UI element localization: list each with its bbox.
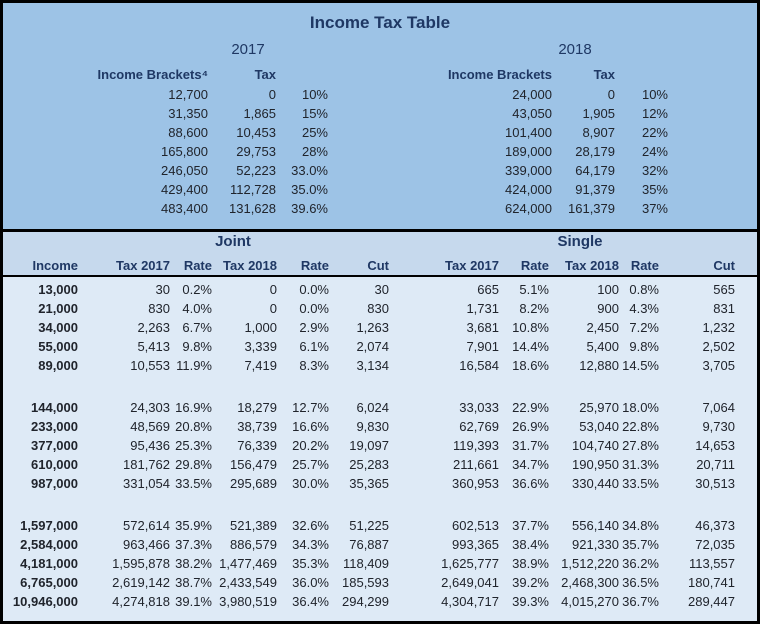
bracket-cell: 25%	[301, 125, 328, 140]
value-cell: 30	[374, 282, 389, 297]
value-cell: 4.0%	[182, 301, 212, 316]
income-cell: 13,000	[38, 282, 78, 297]
value-cell: 39.2%	[512, 575, 549, 590]
value-cell: 20.2%	[292, 438, 329, 453]
bracket-row	[401, 161, 668, 180]
data-row	[3, 417, 757, 436]
rate-2017-header-empty	[276, 63, 328, 85]
data-row	[3, 516, 757, 535]
bracket-cell: 64,179	[575, 163, 615, 178]
value-cell: 156,479	[230, 457, 277, 472]
value-cell: 565	[713, 282, 735, 297]
value-cell: 30,513	[695, 476, 735, 491]
value-cell: 3,705	[702, 358, 735, 373]
income-cell: 233,000	[31, 419, 78, 434]
bracket-cell: 10%	[301, 87, 328, 102]
value-cell: 7,064	[702, 400, 735, 415]
value-cell: 9,730	[702, 419, 735, 434]
bracket-cell: 52,223	[236, 163, 276, 178]
value-cell: 37.3%	[175, 537, 212, 552]
bracket-cell: 8,907	[582, 125, 615, 140]
value-cell: 1,731	[466, 301, 499, 316]
value-cell: 34.3%	[292, 537, 329, 552]
value-cell: 8.2%	[519, 301, 549, 316]
value-cell: 20.8%	[175, 419, 212, 434]
value-cell: 14.5%	[622, 358, 659, 373]
value-cell: 7,901	[466, 339, 499, 354]
value-cell: 2,468,300	[561, 575, 619, 590]
single-group-label: Single	[557, 233, 603, 250]
value-cell: 6.1%	[299, 339, 329, 354]
value-cell: 1,232	[702, 320, 735, 335]
value-cell: 76,887	[349, 537, 389, 552]
value-cell: 330,440	[572, 476, 619, 491]
tax-2017-header: Tax	[254, 66, 276, 82]
bracket-cell: 101,400	[505, 125, 552, 140]
value-cell: 36.5%	[622, 575, 659, 590]
year-2017-label: 2017	[231, 41, 265, 58]
value-cell: 25,283	[349, 457, 389, 472]
value-cell: 9.8%	[182, 339, 212, 354]
value-cell: 24,303	[130, 400, 170, 415]
value-cell: 18.6%	[512, 358, 549, 373]
data-row	[3, 280, 757, 299]
bracket-cell: 1,905	[582, 106, 615, 121]
income-brackets-2017-header: Income Brackets⁴	[97, 66, 208, 82]
column-header: Cut	[713, 257, 735, 273]
value-cell: 16,584	[459, 358, 499, 373]
year-2018-label: 2018	[558, 41, 592, 58]
value-cell: 38.7%	[175, 575, 212, 590]
rate-2018-header-empty	[615, 63, 668, 85]
column-header: Rate	[183, 257, 212, 273]
bracket-row	[57, 142, 328, 161]
value-cell: 18.0%	[622, 400, 659, 415]
value-cell: 33.5%	[175, 476, 212, 491]
bracket-row	[401, 180, 668, 199]
value-cell: 6.7%	[182, 320, 212, 335]
value-cell: 211,661	[452, 457, 499, 472]
value-cell: 76,339	[237, 438, 277, 453]
value-cell: 2,502	[702, 339, 735, 354]
value-cell: 26.9%	[512, 419, 549, 434]
bracket-cell: 39.6%	[291, 201, 328, 216]
bracket-row	[57, 123, 328, 142]
bracket-cell: 91,379	[575, 182, 615, 197]
value-cell: 39.3%	[512, 594, 549, 609]
tax-brackets-section	[3, 3, 757, 229]
value-cell: 25.3%	[175, 438, 212, 453]
income-cell: 144,000	[31, 400, 78, 415]
value-cell: 16.6%	[292, 419, 329, 434]
value-cell: 36.4%	[292, 594, 329, 609]
value-cell: 36.0%	[292, 575, 329, 590]
column-header: Tax 2018	[223, 257, 277, 273]
value-cell: 0.2%	[182, 282, 212, 297]
value-cell: 48,569	[130, 419, 170, 434]
value-cell: 4,274,818	[112, 594, 170, 609]
value-cell: 190,950	[572, 457, 619, 472]
value-cell: 180,741	[688, 575, 735, 590]
value-cell: 831	[713, 301, 735, 316]
data-row	[3, 573, 757, 592]
value-cell: 1,000	[244, 320, 277, 335]
value-cell: 2.9%	[299, 320, 329, 335]
bracket-cell: 483,400	[161, 201, 208, 216]
bracket-cell: 29,753	[236, 144, 276, 159]
page-title: Income Tax Table	[309, 13, 451, 32]
value-cell: 1,477,469	[219, 556, 277, 571]
value-cell: 572,614	[123, 518, 170, 533]
value-cell: 5,413	[137, 339, 170, 354]
value-cell: 360,953	[452, 476, 499, 491]
bracket-cell: 33.0%	[291, 163, 328, 178]
value-cell: 5.1%	[519, 282, 549, 297]
value-cell: 30.0%	[292, 476, 329, 491]
value-cell: 46,373	[695, 518, 735, 533]
value-cell: 331,054	[123, 476, 170, 491]
value-cell: 39.1%	[175, 594, 212, 609]
bracket-cell: 189,000	[505, 144, 552, 159]
value-cell: 8.3%	[299, 358, 329, 373]
value-cell: 10,553	[130, 358, 170, 373]
value-cell: 2,433,549	[219, 575, 277, 590]
value-cell: 35.7%	[622, 537, 659, 552]
value-cell: 14,653	[695, 438, 735, 453]
brackets-2017-table	[57, 63, 328, 218]
bracket-cell: 429,400	[161, 182, 208, 197]
column-header: Cut	[367, 257, 389, 273]
value-cell: 6,024	[356, 400, 389, 415]
value-cell: 830	[367, 301, 389, 316]
value-cell: 34.7%	[512, 457, 549, 472]
bracket-cell: 165,800	[161, 144, 208, 159]
bracket-cell: 43,050	[512, 106, 552, 121]
value-cell: 2,450	[586, 320, 619, 335]
bracket-cell: 22%	[641, 125, 668, 140]
value-cell: 0.8%	[629, 282, 659, 297]
bracket-row	[57, 199, 328, 218]
value-cell: 35.3%	[292, 556, 329, 571]
income-cell: 4,181,000	[20, 556, 78, 571]
brackets-2018-table	[401, 63, 668, 218]
column-header-row	[3, 255, 757, 275]
bracket-cell: 24%	[641, 144, 668, 159]
group-spacer-row	[3, 375, 757, 398]
bracket-cell: 88,600	[168, 125, 208, 140]
income-cell: 6,765,000	[20, 575, 78, 590]
bracket-cell: 28%	[301, 144, 328, 159]
value-cell: 900	[597, 301, 619, 316]
value-cell: 4.3%	[629, 301, 659, 316]
value-cell: 1,595,878	[112, 556, 170, 571]
data-row	[3, 318, 757, 337]
column-header: Rate	[300, 257, 329, 273]
value-cell: 2,263	[137, 320, 170, 335]
bracket-cell: 37%	[641, 201, 668, 216]
value-cell: 35,365	[349, 476, 389, 491]
value-cell: 25,970	[579, 400, 619, 415]
value-cell: 36.2%	[622, 556, 659, 571]
bracket-cell: 12,700	[168, 87, 208, 102]
value-cell: 51,225	[349, 518, 389, 533]
value-cell: 295,689	[230, 476, 277, 491]
bracket-header-row-2017	[57, 63, 328, 85]
value-cell: 0.0%	[299, 301, 329, 316]
bracket-cell: 424,000	[505, 182, 552, 197]
data-row	[3, 535, 757, 554]
bracket-cell: 339,000	[505, 163, 552, 178]
income-cell: 987,000	[31, 476, 78, 491]
value-cell: 181,762	[123, 457, 170, 472]
bracket-cell: 15%	[301, 106, 328, 121]
value-cell: 119,393	[452, 438, 499, 453]
lower-header-band	[3, 229, 757, 277]
comparison-table	[3, 280, 757, 611]
value-cell: 1,625,777	[441, 556, 499, 571]
bracket-cell: 31,350	[168, 106, 208, 121]
value-cell: 30	[155, 282, 170, 297]
value-cell: 38,739	[237, 419, 277, 434]
value-cell: 0	[269, 301, 277, 316]
value-cell: 963,466	[123, 537, 170, 552]
bracket-cell: 161,379	[568, 201, 615, 216]
income-cell: 34,000	[38, 320, 78, 335]
bracket-row	[57, 161, 328, 180]
value-cell: 29.8%	[175, 457, 212, 472]
value-cell: 31.3%	[622, 457, 659, 472]
value-cell: 1,512,220	[561, 556, 619, 571]
value-cell: 4,304,717	[441, 594, 499, 609]
tax-2018-header: Tax	[593, 66, 615, 82]
value-cell: 830	[148, 301, 170, 316]
column-header: Tax 2018	[565, 257, 619, 273]
column-header: Rate	[520, 257, 549, 273]
value-cell: 14.4%	[512, 339, 549, 354]
value-cell: 3,980,519	[219, 594, 277, 609]
value-cell: 521,389	[230, 518, 277, 533]
value-cell: 72,035	[695, 537, 735, 552]
column-header: Income	[32, 257, 78, 273]
value-cell: 3,681	[466, 320, 499, 335]
value-cell: 16.9%	[175, 400, 212, 415]
value-cell: 2,649,041	[441, 575, 499, 590]
bracket-cell: 131,628	[229, 201, 276, 216]
value-cell: 36.7%	[622, 594, 659, 609]
value-cell: 34.8%	[622, 518, 659, 533]
data-row	[3, 356, 757, 375]
bracket-cell: 10%	[641, 87, 668, 102]
value-cell: 2,619,142	[112, 575, 170, 590]
value-cell: 12,880	[579, 358, 619, 373]
value-cell: 0	[269, 282, 277, 297]
bracket-row	[401, 142, 668, 161]
comparison-data-section	[3, 277, 757, 621]
value-cell: 38.2%	[175, 556, 212, 571]
value-cell: 31.7%	[512, 438, 549, 453]
data-row	[3, 592, 757, 611]
value-cell: 113,557	[688, 556, 735, 571]
lower-column-header-table	[3, 255, 757, 275]
bracket-cell: 28,179	[575, 144, 615, 159]
data-row	[3, 299, 757, 318]
bracket-cell: 35%	[641, 182, 668, 197]
value-cell: 38.9%	[512, 556, 549, 571]
value-cell: 4,015,270	[561, 594, 619, 609]
value-cell: 665	[477, 282, 499, 297]
bracket-cell: 35.0%	[291, 182, 328, 197]
value-cell: 22.9%	[512, 400, 549, 415]
value-cell: 556,140	[572, 518, 619, 533]
bracket-row	[401, 85, 668, 104]
value-cell: 1,263	[356, 320, 389, 335]
value-cell: 53,040	[579, 419, 619, 434]
bracket-row	[57, 85, 328, 104]
value-cell: 100	[597, 282, 619, 297]
value-cell: 35.9%	[175, 518, 212, 533]
income-cell: 610,000	[31, 457, 78, 472]
bracket-cell: 1,865	[243, 106, 276, 121]
value-cell: 3,134	[356, 358, 389, 373]
bracket-row	[57, 104, 328, 123]
value-cell: 886,579	[230, 537, 277, 552]
value-cell: 993,365	[452, 537, 499, 552]
value-cell: 37.7%	[512, 518, 549, 533]
group-spacer-row	[3, 493, 757, 516]
bracket-cell: 112,728	[229, 182, 276, 197]
value-cell: 33,033	[459, 400, 499, 415]
value-cell: 9,830	[356, 419, 389, 434]
value-cell: 19,097	[349, 438, 389, 453]
value-cell: 921,330	[572, 537, 619, 552]
value-cell: 22.8%	[622, 419, 659, 434]
bracket-row	[401, 123, 668, 142]
value-cell: 7,419	[244, 358, 277, 373]
value-cell: 104,740	[572, 438, 619, 453]
bracket-cell: 12%	[641, 106, 668, 121]
value-cell: 294,299	[342, 594, 389, 609]
income-cell: 55,000	[38, 339, 78, 354]
value-cell: 289,447	[688, 594, 735, 609]
bracket-row	[57, 180, 328, 199]
data-row	[3, 337, 757, 356]
bracket-cell: 0	[268, 87, 276, 102]
data-row	[3, 554, 757, 573]
value-cell: 62,769	[459, 419, 499, 434]
value-cell: 27.8%	[622, 438, 659, 453]
data-row	[3, 474, 757, 493]
data-row	[3, 398, 757, 417]
value-cell: 3,339	[244, 339, 277, 354]
value-cell: 118,409	[342, 556, 389, 571]
value-cell: 20,711	[696, 457, 735, 472]
income-cell: 89,000	[38, 358, 78, 373]
value-cell: 25.7%	[292, 457, 329, 472]
data-row	[3, 455, 757, 474]
data-row	[3, 436, 757, 455]
spacer-cell	[3, 375, 757, 398]
column-header: Tax 2017	[445, 257, 499, 273]
value-cell: 7.2%	[629, 320, 659, 335]
bracket-row	[401, 199, 668, 218]
income-cell: 1,597,000	[20, 518, 78, 533]
value-cell: 2,074	[356, 339, 389, 354]
bracket-cell: 0	[607, 87, 615, 102]
value-cell: 12.7%	[292, 400, 329, 415]
value-cell: 185,593	[342, 575, 389, 590]
bracket-cell: 32%	[641, 163, 668, 178]
income-cell: 10,946,000	[12, 594, 78, 609]
income-cell: 377,000	[31, 438, 78, 453]
bracket-row	[401, 104, 668, 123]
column-header: Rate	[630, 257, 659, 273]
value-cell: 602,513	[452, 518, 499, 533]
joint-group-label: Joint	[215, 233, 251, 250]
value-cell: 33.5%	[622, 476, 659, 491]
income-brackets-2018-header: Income Brackets	[447, 66, 552, 82]
value-cell: 5,400	[586, 339, 619, 354]
bracket-cell: 624,000	[505, 201, 552, 216]
value-cell: 10.8%	[512, 320, 549, 335]
value-cell: 0.0%	[299, 282, 329, 297]
bracket-header-row-2018	[401, 63, 668, 85]
bracket-cell: 246,050	[161, 163, 208, 178]
spacer-cell	[3, 493, 757, 516]
income-cell: 21,000	[38, 301, 78, 316]
value-cell: 95,436	[130, 438, 170, 453]
value-cell: 38.4%	[512, 537, 549, 552]
income-cell: 2,584,000	[20, 537, 78, 552]
column-header: Tax 2017	[116, 257, 170, 273]
value-cell: 18,279	[237, 400, 277, 415]
bracket-cell: 24,000	[512, 87, 552, 102]
bracket-cell: 10,453	[236, 125, 276, 140]
value-cell: 11.9%	[176, 358, 212, 373]
value-cell: 9.8%	[629, 339, 659, 354]
value-cell: 32.6%	[292, 518, 329, 533]
value-cell: 36.6%	[512, 476, 549, 491]
